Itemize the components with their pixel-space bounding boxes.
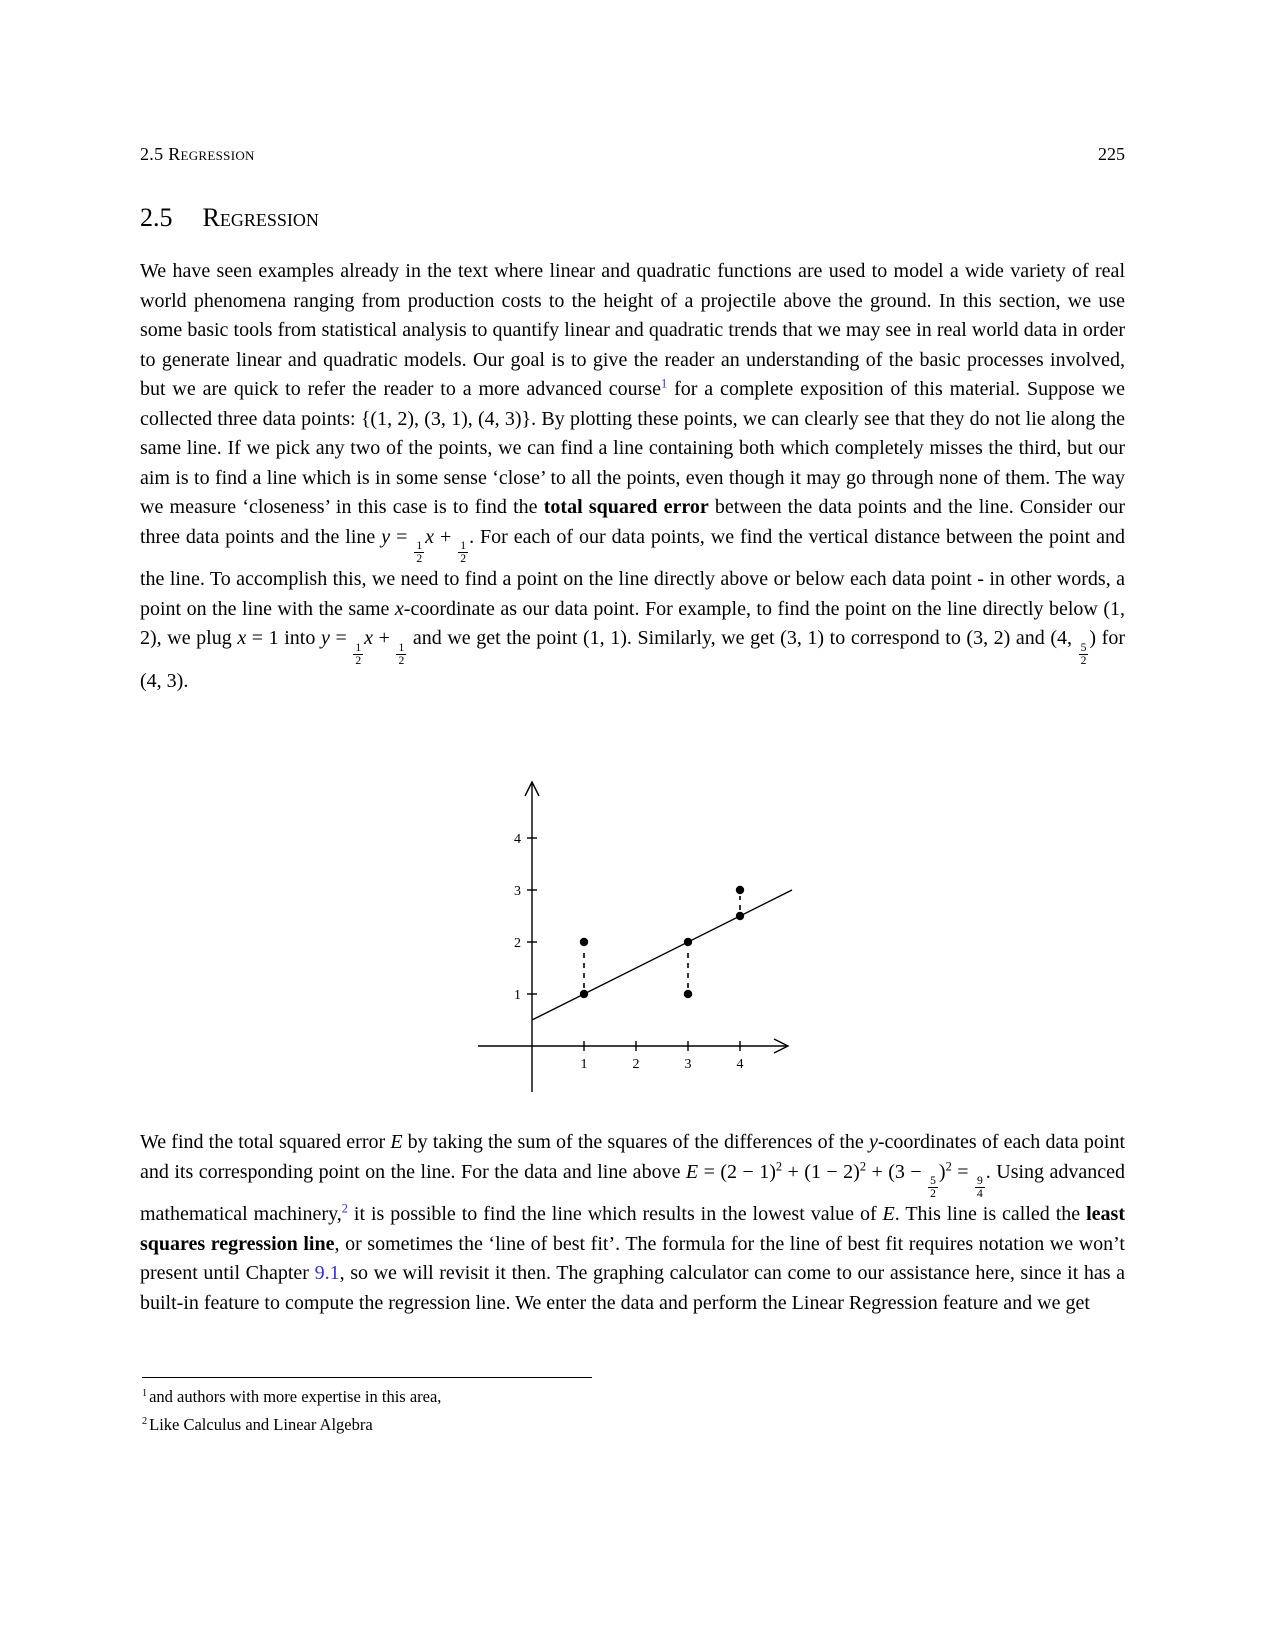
error-segments — [584, 896, 740, 988]
text-run: by taking the sum of the squares of the differences of the — [402, 1131, 869, 1153]
page-number: 225 — [1098, 144, 1125, 164]
text-run: E — [390, 1131, 403, 1153]
text-run: + — [373, 627, 396, 650]
text-run: = — [329, 627, 353, 650]
point — [580, 990, 588, 998]
text-run: x — [425, 525, 435, 548]
text-run: least squares regression line — [140, 1203, 1125, 1255]
exponent: 2 — [945, 1158, 952, 1173]
axes — [478, 782, 788, 1092]
fraction: $\frac{1}{2}$ — [416, 538, 423, 566]
text-run: + — [434, 525, 458, 548]
text-run: (4, — [1050, 627, 1078, 650]
text-run: + (1 − 2) — [782, 1160, 860, 1183]
x-tick-label: 1 — [580, 1057, 588, 1072]
text-run: y — [868, 1131, 878, 1153]
text-run: We have seen examples already in the text where linear and quadratic functions are used to model a wide variety of real world phenomena ranging from production costs to the height of a projectile above the ground. In this section, we use some basic tools from statistical analysis to quantify linear and quadratic trends that we may see in real world data in order to generate linear and quadratic models. Our goal is to give the reader an understanding of the basic processes involved, but we are quick to refer the reader to a more advanced course — [140, 260, 1125, 400]
fraction: $\frac{1}{2}$ — [355, 640, 362, 667]
text-run: , or sometimes the ‘line of best fit’. The formula for the line of best fit requires notation we won’t present until Chapter — [140, 1232, 1125, 1285]
footnote-rule — [142, 1377, 592, 1378]
x-tick-label: 3 — [684, 1057, 692, 1072]
point — [736, 886, 744, 894]
paragraph-error — [140, 1128, 1125, 1318]
fraction: $\frac{9}{4}$ — [977, 1173, 983, 1201]
footnote-1-text: and authors with more expertise in this area, — [149, 1387, 442, 1406]
y-tick-label: 4 — [514, 832, 521, 847]
footnotes — [142, 1383, 1127, 1439]
text-run: ) for (4, 3). — [140, 627, 1125, 692]
fraction: $\frac{5}{2}$ — [1080, 640, 1087, 667]
text-run: for a complete exposition of this material. Suppose we collected three data points: {(1, 2), (3, 1), (4, 3)}. By plotting these points, we can clearly see that they do not lie along the same line. If we pick any two of the points, we can find a line containing both which completely misses the third, but our aim is to find a line which is in some sense ‘close’ to all the points, even though it may go through none of them. The way we measure ‘closeness’ in this case is to find the — [140, 378, 1125, 518]
text-run: x — [237, 627, 247, 650]
text-run: ) — [938, 1160, 946, 1183]
paragraph-intro — [140, 257, 1125, 696]
text-run: . Using advanced mathematical machinery, — [140, 1160, 1126, 1226]
section-title: Regression — [202, 203, 319, 232]
footnote-2-marker: 2 — [142, 1415, 148, 1427]
text-run: = (2 − 1) — [698, 1160, 776, 1183]
footnote-1 — [142, 1383, 1127, 1411]
footnote-ref-2[interactable]: 2 — [341, 1201, 348, 1216]
fraction: $\frac{5}{2}$ — [930, 1173, 936, 1201]
footnote-2 — [142, 1411, 1127, 1439]
point — [684, 938, 692, 946]
text-run: x — [394, 597, 404, 620]
points — [580, 886, 744, 998]
fraction: $\frac{1}{2}$ — [398, 640, 405, 667]
text-run: = — [951, 1160, 974, 1183]
text-run: y — [320, 627, 330, 650]
footnote-1-marker: 1 — [142, 1387, 148, 1399]
x-tick-label: 4 — [736, 1057, 744, 1072]
text-run: = — [390, 525, 414, 548]
text-run: -coordinates of each data point and its corresponding point on the line. For the data and line above — [140, 1131, 1126, 1183]
exponent: 2 — [859, 1158, 867, 1173]
section-number: 2.5 — [140, 203, 173, 232]
point — [736, 912, 744, 920]
text-run: + (3 − — [866, 1160, 928, 1183]
text-run: = 1 into — [246, 627, 321, 650]
fit-line — [532, 890, 792, 1020]
text-run: . This line is called the — [894, 1203, 1087, 1226]
section-heading — [140, 203, 319, 233]
y-tick-label: 1 — [514, 988, 521, 1003]
text-run: . For each of our data points, we find the vertical distance between the point and the line. To accomplish this, we need to find a point on the line directly above or below each data point - in other words, a point on the line with the same — [140, 525, 1125, 620]
y-tick-label: 3 — [514, 884, 521, 899]
text-run: , so we will revisit it then. The graphing calculator can come to our assistance here, since it has a built-in feature to compute the regression line. We enter the data and perform the Linear Regression feature and we get — [140, 1262, 1126, 1314]
footnote-ref-1[interactable]: 1 — [661, 376, 668, 391]
text-run: x — [364, 627, 374, 650]
regression-plot — [450, 772, 800, 1106]
text-run: between the data points and the line. Consider our three data points and the line — [140, 496, 1125, 548]
text-run: -coordinate as our data point. For example, to find the point on the line directly below (1, 2), we plug — [140, 597, 1125, 650]
text-run: y — [381, 525, 391, 548]
regression-figure — [450, 772, 800, 1106]
point — [684, 990, 692, 998]
footnote-2-text: Like Calculus and Linear Algebra — [149, 1415, 373, 1434]
text-run: it is possible to find the line which results in the lowest value of — [347, 1203, 883, 1226]
y-tick-label: 2 — [514, 936, 521, 951]
text-run: We find the total squared error — [140, 1131, 391, 1153]
running-head-title: 2.5 Regression — [140, 144, 255, 164]
chapter-9-1-link[interactable]: 9.1 — [314, 1262, 340, 1285]
text-run: and we get the point (1, 1). Similarly, we get (3, 1) to correspond to (3, 2) and — [407, 627, 1051, 650]
point — [580, 938, 588, 946]
text-run: E — [882, 1203, 895, 1226]
fraction: $\frac{1}{2}$ — [460, 538, 467, 566]
running-head — [140, 144, 1125, 165]
text-run: total squared error — [543, 496, 709, 518]
exponent: 2 — [775, 1158, 783, 1173]
text-run: E — [685, 1160, 699, 1183]
x-tick-label: 2 — [632, 1057, 640, 1072]
